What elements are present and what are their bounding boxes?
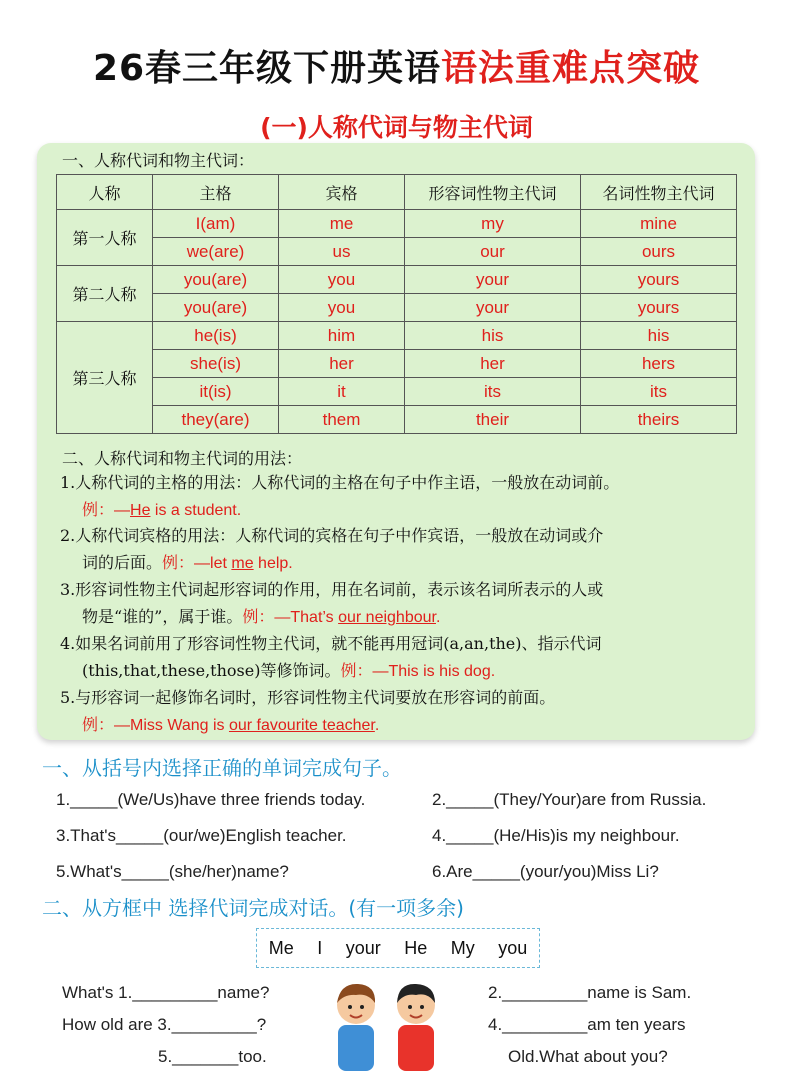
person-cell: 第二人称 — [57, 266, 153, 322]
word-option: you — [498, 937, 528, 958]
pronoun-cell: your — [405, 266, 581, 294]
usage-4: 4.如果名词前用了形容词性物主代词，就不能再用冠词(a,an,the)、指示代词 — [60, 634, 602, 653]
pronoun-cell: it(is) — [153, 378, 279, 406]
usage-3: 3.形容词性物主代词起形容词的作用，用在名词前，表示该名词所表示的人或 — [60, 580, 604, 599]
usage-1-example: 例：—He is a student. — [82, 502, 242, 519]
exercise1-item[interactable]: 6.Are_____(your/you)Miss Li? — [432, 862, 659, 881]
pronoun-cell: you — [279, 294, 405, 322]
pronoun-cell: his — [581, 322, 737, 350]
pronoun-cell: his — [405, 322, 581, 350]
usage-2-cont: 词的后面。例：—let me help. — [82, 553, 293, 572]
pronoun-cell: you(are) — [153, 294, 279, 322]
exercise2-heading: 二、从方框中 选择代词完成对话。(有一项多余) — [42, 896, 464, 920]
boy-left-icon — [337, 984, 375, 1071]
pronoun-cell: yours — [581, 266, 737, 294]
dialogue-line[interactable]: How old are 3._________? — [62, 1015, 267, 1034]
table-row — [57, 210, 737, 238]
word-box — [256, 928, 540, 968]
section2-heading: 二、人称代词和物主代词的用法： — [62, 449, 303, 468]
pronoun-cell: their — [405, 406, 581, 434]
pronoun-cell: your — [405, 294, 581, 322]
pronoun-cell: us — [279, 238, 405, 266]
pronoun-cell: its — [581, 378, 737, 406]
pronoun-cell: he(is) — [153, 322, 279, 350]
pronoun-cell: she(is) — [153, 350, 279, 378]
pronoun-cell: you — [279, 266, 405, 294]
table-row — [57, 238, 737, 266]
usage-5-example: 例：—Miss Wang is our favourite teacher. — [82, 717, 380, 734]
pronoun-table — [56, 174, 737, 434]
pronoun-cell: they(are) — [153, 406, 279, 434]
exercise1-item[interactable]: 4._____(He/His)is my neighbour. — [432, 826, 680, 845]
exercise1-item[interactable]: 3.That's_____(our/we)English teacher. — [56, 826, 347, 845]
exercise1-item[interactable]: 5.What's_____(she/her)name? — [56, 862, 289, 881]
exercise1-item[interactable]: 1._____(We/Us)have three friends today. — [56, 790, 366, 809]
boy-right-icon — [397, 984, 435, 1071]
table-row — [57, 350, 737, 378]
dialogue-line[interactable]: 2._________name is Sam. — [488, 983, 692, 1002]
page-title: 26春三年级下册英语语法重难点突破 — [92, 48, 701, 89]
usage-5: 5.与形容词一起修饰名词时，形容词性物主代词要放在形容词的前面。 — [60, 688, 556, 707]
pronoun-cell: hers — [581, 350, 737, 378]
table-row — [57, 322, 737, 350]
table-row — [57, 294, 737, 322]
exercise1-item[interactable]: 2._____(They/Your)are from Russia. — [432, 790, 707, 809]
usage-1: 1.人称代词的主格的用法：人称代词的主格在句子中作主语，一般放在动词前。 — [60, 473, 620, 492]
two-boys-illustration — [320, 975, 450, 1071]
usage-4-cont: (this,that,these,those)等修饰词。例：—This is his dog. — [82, 661, 496, 680]
pronoun-cell: me — [279, 210, 405, 238]
section1-heading: 一、人称代词和物主代词： — [62, 151, 255, 170]
word-option: your — [345, 937, 381, 958]
pronoun-cell: yours — [581, 294, 737, 322]
word-option: He — [404, 937, 428, 958]
pronoun-cell: mine — [581, 210, 737, 238]
table-header-cell: 宾格 — [279, 175, 405, 210]
dialogue-line: Old.What about you? — [508, 1047, 668, 1066]
usage-3-cont: 物是“谁的”，属于谁。例：—That’s our neighbour. — [82, 607, 441, 626]
dialogue-line[interactable]: 5._______too. — [158, 1047, 267, 1066]
table-row — [57, 378, 737, 406]
pronoun-cell: I(am) — [153, 210, 279, 238]
pronoun-cell: her — [405, 350, 581, 378]
table-row — [57, 266, 737, 294]
pronoun-cell: we(are) — [153, 238, 279, 266]
pronoun-cell: them — [279, 406, 405, 434]
pronoun-cell: ours — [581, 238, 737, 266]
pronoun-cell: theirs — [581, 406, 737, 434]
dialogue-line[interactable]: 4._________am ten years — [488, 1015, 686, 1034]
exercise1-heading: 一、从括号内选择正确的单词完成句子。 — [42, 756, 402, 780]
pronoun-cell: her — [279, 350, 405, 378]
pronoun-cell: my — [405, 210, 581, 238]
word-option: Me — [268, 937, 294, 958]
dialogue-line[interactable]: What's 1._________name? — [62, 983, 270, 1002]
pronoun-cell: you(are) — [153, 266, 279, 294]
person-cell: 第三人称 — [57, 322, 153, 434]
pronoun-cell: its — [405, 378, 581, 406]
table-header-row — [57, 175, 737, 210]
table-header-cell: 人称 — [57, 175, 153, 210]
pronoun-cell: him — [279, 322, 405, 350]
page-subtitle: (一)人称代词与物主代词 — [260, 113, 533, 142]
word-option: I — [317, 937, 323, 958]
pronoun-cell: our — [405, 238, 581, 266]
word-option: My — [450, 937, 475, 958]
table-header-cell: 形容词性物主代词 — [405, 175, 581, 210]
usage-2: 2.人称代词宾格的用法：人称代词的宾格在句子中作宾语，一般放在动词或介 — [60, 526, 604, 545]
person-cell: 第一人称 — [57, 210, 153, 266]
pronoun-cell: it — [279, 378, 405, 406]
table-header-cell: 名词性物主代词 — [581, 175, 737, 210]
table-row — [57, 406, 737, 434]
table-header-cell: 主格 — [153, 175, 279, 210]
